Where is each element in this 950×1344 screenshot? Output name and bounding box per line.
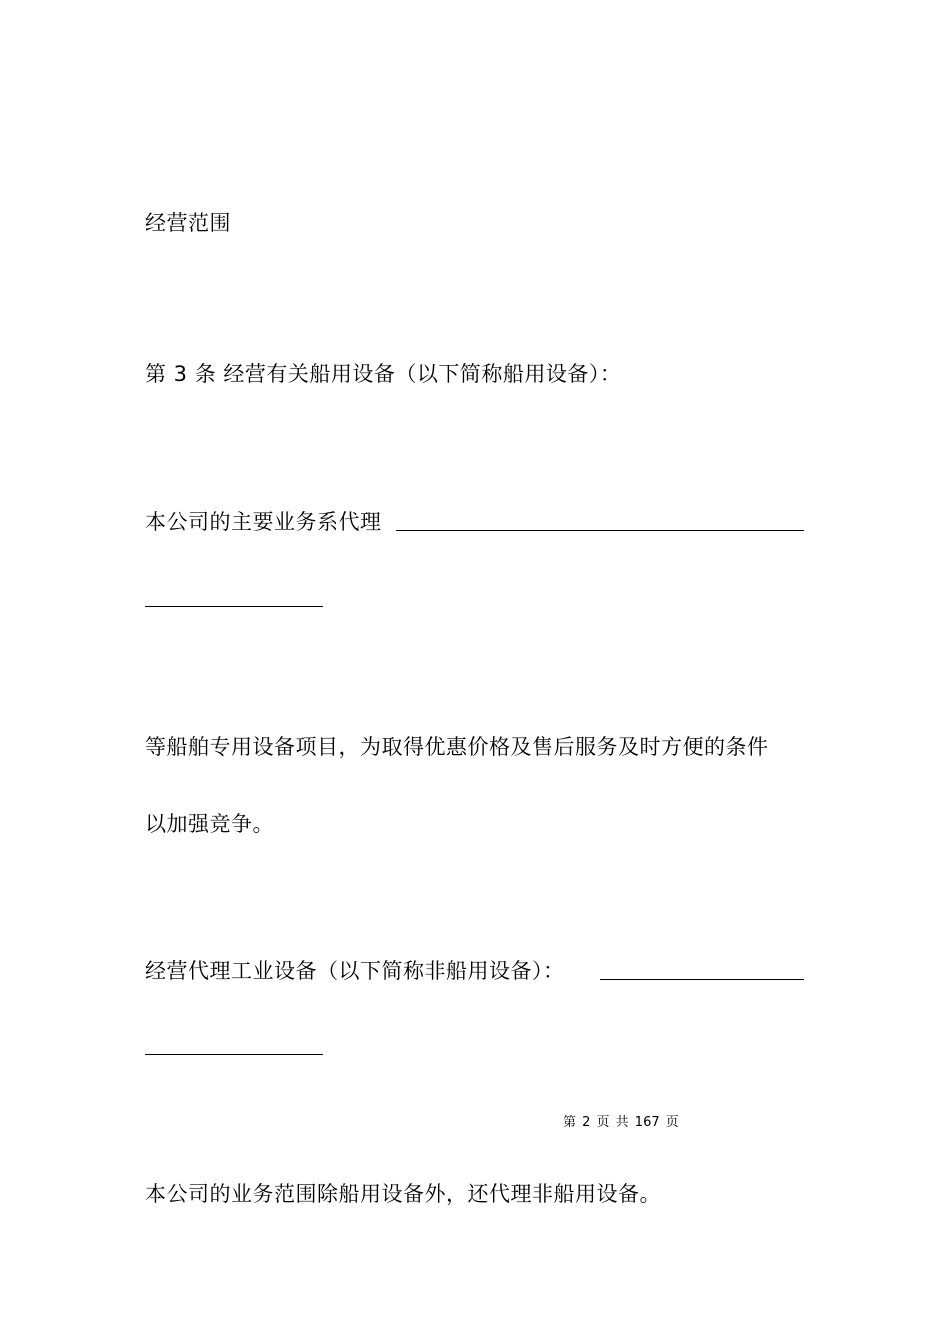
business-scope-text: 本公司的业务范围除船用设备外，还代理非船用设备。 — [145, 1182, 661, 1206]
main-business-blank-line-2 — [145, 606, 323, 607]
main-business-blank-line — [396, 530, 804, 531]
page-number-footer: 第 2 页 共 167 页 — [563, 1115, 679, 1130]
industrial-blank-line-2 — [145, 1054, 323, 1055]
main-business-text: 本公司的主要业务系代理 — [145, 510, 382, 534]
article-3-text: 第 3 条 经营有关船用设备（以下简称船用设备）： — [145, 362, 622, 386]
industrial-blank-line — [600, 979, 804, 980]
section-heading: 经营范围 — [145, 211, 231, 235]
ship-items-text-line-1: 等船舶专用设备项目，为取得优惠价格及售后服务及时方便的条件 — [145, 735, 769, 759]
ship-items-text-line-2: 以加强竞争。 — [145, 812, 274, 836]
industrial-equipment-text: 经营代理工业设备（以下简称非船用设备）： — [145, 959, 565, 983]
